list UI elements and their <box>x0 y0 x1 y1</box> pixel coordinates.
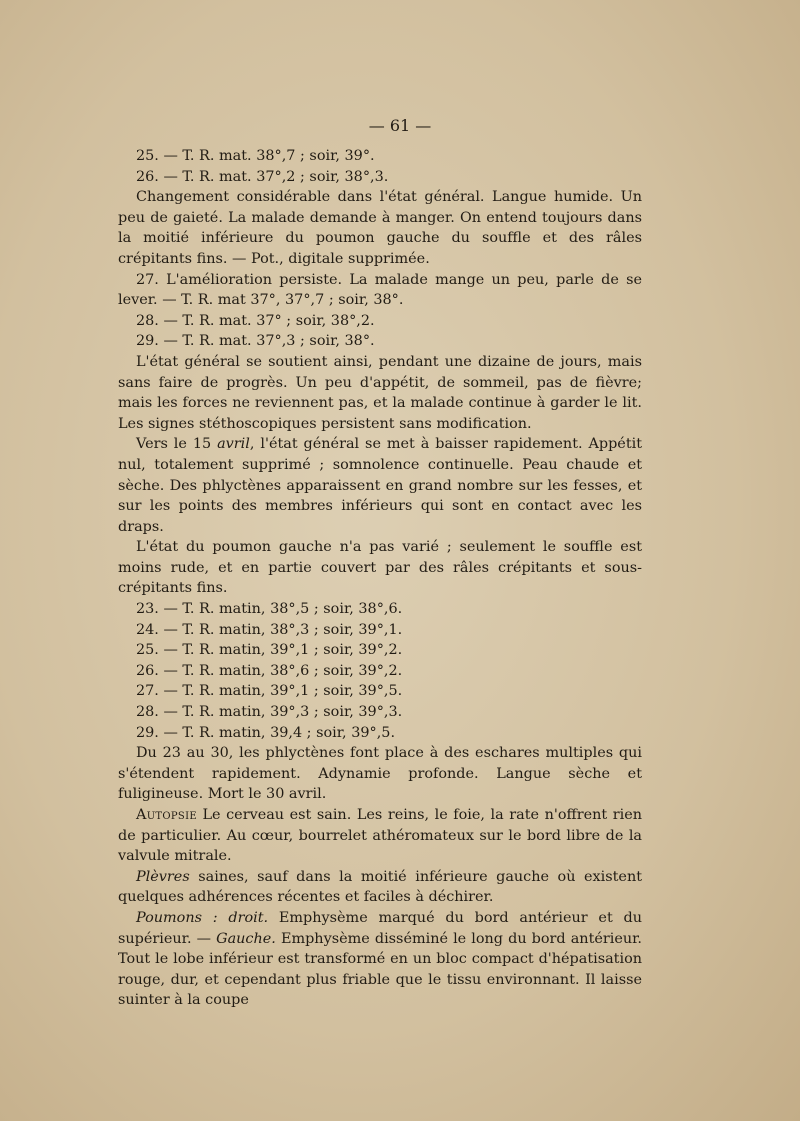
entry-line: 26. — T. R. matin, 38°,6 ; soir, 39°,2. <box>136 662 403 679</box>
paragraph: L'état du poumon gauche n'a pas varié ; seulement le souffle est moins rude, et en partie couvert par des râles crépitants et sous-crépitants fins. <box>118 539 642 597</box>
entry-line: 28. — T. R. mat. 37° ; soir, 38°,2. <box>136 312 375 329</box>
entry-line: 25. — T. R. mat. 38°,7 ; soir, 39°. <box>136 148 375 164</box>
paragraph <box>118 908 642 1011</box>
entry-line: 26. — T. R. mat. 37°,2 ; soir, 38°,3. <box>136 168 389 185</box>
entry-line: 24. — T. R. matin, 38°,3 ; soir, 39°,1. <box>136 621 403 638</box>
text-run: Emphysème marqué du bord antérieur et du supérieur. — <box>118 909 642 947</box>
paragraph <box>118 867 642 908</box>
paragraph <box>118 434 642 537</box>
paragraph: L'état général se soutient ainsi, pendant une dizaine de jours, mais sans faire de progrès. Un peu d'appétit, de sommeil, pas de fièvre; mais les forces ne reviennent pas, et la malade continue à garder le lit. Les signes stéthoscopiques persistent sans modification. <box>118 353 642 432</box>
paragraph: 27. L'amélioration persiste. La malade mange un peu, parle de se lever. — T. R. mat 37°, 37°,7 ; soir, 38°. <box>118 271 642 309</box>
italic-date: avril <box>217 436 250 453</box>
entry-line: 29. — T. R. matin, 39,4 ; soir, 39°,5. <box>136 724 396 741</box>
entry-line: 23. — T. R. matin, 38°,5 ; soir, 38°,6. <box>136 601 403 618</box>
italic-term: Plèvres <box>136 868 190 885</box>
paragraph <box>118 805 642 867</box>
text-run: saines, sauf dans la moitié inférieure gauche où existent quelques adhérences récentes et faciles à déchirer. <box>118 868 642 906</box>
text-run: Le cerveau est sain. Les reins, le foie, la rate n'offrent rien de particulier. Au cœur, bourrelet athéromateux sur le bord libre de la valvule mitrale. <box>118 807 642 865</box>
entry-line: 28. — T. R. matin, 39°,3 ; soir, 39°,3. <box>136 704 403 721</box>
text-run: Emphysème disséminé le long du bord antérieur. Tout le lobe inférieur est transformé en un bloc compact d'hépatisation rouge, dur, et cependant plus friable que le tissu environnant. Il laisse suinter à la coupe <box>118 930 643 1009</box>
entry-line: 29. — T. R. mat. 37°,3 ; soir, 38°. <box>136 333 375 350</box>
text-run: Vers le 15 <box>136 436 218 453</box>
entry-line: 25. — T. R. matin, 39°,1 ; soir, 39°,2. <box>136 642 403 659</box>
paragraph: Changement considérable dans l'état général. Langue humide. Un peu de gaieté. La malade demande à manger. On entend toujours dans la moitié inférieure du poumon gauche du souffle et des râles crépitants fins. — Pot., digitale supprimée. <box>118 189 642 267</box>
page-body <box>118 146 642 1011</box>
paragraph: Du 23 au 30, les phlyctènes font place à des eschares multiples qui s'étendent rapidement. Adynamie profonde. Langue sèche et fuligineuse. Mort le 30 avril. <box>118 745 642 803</box>
entry-line: 27. — T. R. matin, 39°,1 ; soir, 39°,5. <box>136 683 403 700</box>
italic-term: Poumons : droit. <box>136 909 269 926</box>
italic-term: Gauche. <box>216 930 276 947</box>
section-label: Autopsie <box>136 807 197 823</box>
page-number: — 61 — <box>368 116 432 135</box>
text-run: , l'état général se met à baisser rapidement. Appétit nul, totalement supprimé ; somnolence continuelle. Peau chaude et sèche. Des phlyctènes apparaissent en grand nombre sur les fesses, et sur les points des membres inférieurs qui sont en contact avec les draps. <box>118 436 642 535</box>
